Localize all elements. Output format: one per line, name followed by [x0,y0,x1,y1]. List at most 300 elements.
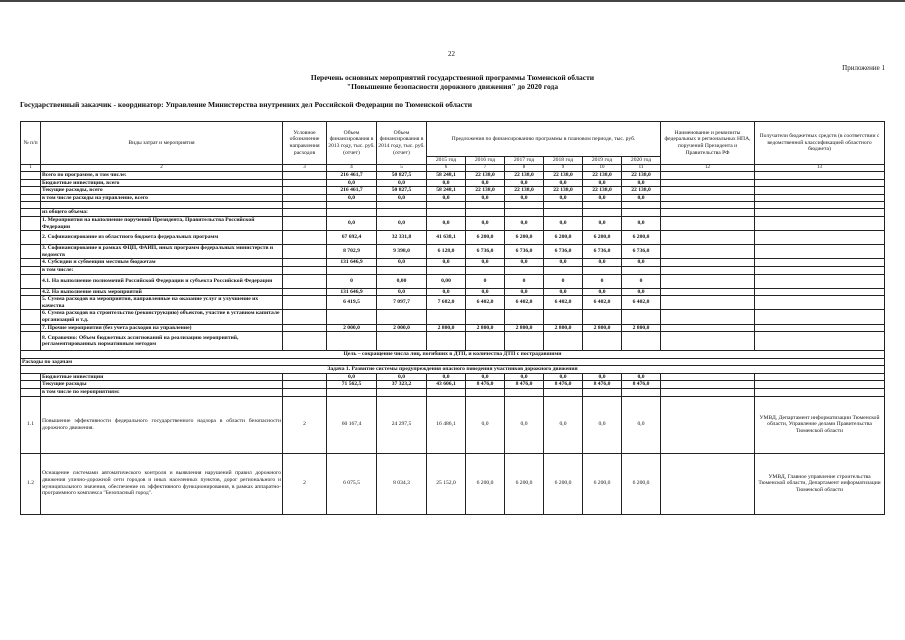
value-cell: 22 138,0 [622,172,661,180]
value-cell: 37 323,2 [377,381,427,389]
federal-cell [661,245,755,259]
row-label: 5. Сумма расходов на мероприятия, направленные на оказание услуг и улучшение их качества [41,296,283,310]
value-cell [505,389,544,397]
value-cell [377,266,427,274]
value-cell: 6 200,0 [505,453,544,514]
value-cell: 131 646,9 [327,259,377,267]
value-cell: 16 486,1 [427,396,466,453]
value-cell: 0,0 [427,288,466,296]
row-num-cell [21,381,41,389]
value-cell [583,310,622,324]
col-num: 10 [583,165,622,172]
row-cond-cell [283,187,327,195]
value-cell [505,332,544,351]
value-cell: 0 [622,274,661,288]
table-row [21,179,885,187]
header-vol2013: Объем финансирования в 2013 году, тыс. руб. (отчет) [327,122,377,165]
row-cond-cell [283,310,327,324]
value-cell [377,389,427,397]
value-cell: 6 736,0 [544,245,583,259]
document-title-line2: "Повышение безопасности дорожного движения" до 2020 года [346,82,559,91]
value-cell [377,202,427,209]
value-cell [622,332,661,351]
recipient-cell [755,209,885,217]
recipient-cell [755,231,885,245]
value-cell [427,209,466,217]
table-row [21,172,885,180]
value-cell: 0 [544,274,583,288]
row-cond-cell [283,231,327,245]
value-cell: 71 562,5 [327,381,377,389]
value-cell: 2 800,0 [505,324,544,332]
value-cell: 67 692,4 [327,231,377,245]
value-cell [622,209,661,217]
value-cell: 0,0 [377,194,427,202]
row-num-cell [21,194,41,202]
row-label [41,202,283,209]
value-cell [466,332,505,351]
value-cell: 0 [505,274,544,288]
value-cell [427,332,466,351]
measure-num: 1.1 [21,396,41,453]
measure-num: 1.2 [21,453,41,514]
value-cell: 0,0 [466,259,505,267]
value-cell: 8 476,0 [466,381,505,389]
value-cell: 6 419,5 [327,296,377,310]
row-cond-cell [283,324,327,332]
value-cell: 58 248,1 [427,172,466,180]
value-cell: 0,0 [544,396,583,453]
value-cell: 6 736,0 [466,245,505,259]
row-cond-cell [283,296,327,310]
row-label: 3. Софинансирование в рамках ФЦП, ФАИП, иных программ федеральных министерств и ведомств [41,245,283,259]
value-cell: 60 167,4 [327,396,377,453]
value-cell: 0,0 [505,216,544,230]
federal-cell [661,209,755,217]
value-cell: 0,0 [466,373,505,381]
goal-heading: Цель – сокращение числа лиц, погибших в ДТП, и количества ДТП с пострадавшими [21,351,885,359]
value-cell: 25 152,0 [427,453,466,514]
value-cell: 8 476,0 [505,381,544,389]
value-cell [544,266,583,274]
value-cell: 6 200,0 [622,231,661,245]
value-cell: 0,0 [622,216,661,230]
value-cell [583,202,622,209]
row-num-cell [21,332,41,351]
value-cell: 2 000,0 [377,324,427,332]
value-cell: 0,0 [505,179,544,187]
row-cond-cell [283,274,327,288]
row-label: Текущие расходы [41,381,283,389]
col-num: 4 [327,165,377,172]
value-cell: 6 200,0 [622,453,661,514]
row-cond-cell [283,259,327,267]
value-cell: 2 800,0 [583,324,622,332]
value-cell [327,202,377,209]
value-cell: 0,0 [377,259,427,267]
measure-cond: 2 [283,453,327,514]
header-year: 2018 год [544,157,583,165]
row-num-cell [21,245,41,259]
value-cell [427,389,466,397]
federal-cell [661,187,755,195]
header-year: 2020 год [622,157,661,165]
value-cell [583,389,622,397]
value-cell [544,202,583,209]
row-num-cell [21,266,41,274]
value-cell [505,266,544,274]
value-cell: 0,0 [427,194,466,202]
value-cell [544,310,583,324]
value-cell: 22 138,0 [544,187,583,195]
value-cell: 6 736,0 [622,245,661,259]
row-label: 8. Справочно: Объем бюджетных ассигнований на реализацию мероприятий, регламентированных нормативным методом [41,332,283,351]
row-num-cell [21,179,41,187]
recipient-cell [755,296,885,310]
header-cond: Условное обозначение направления расходов [283,122,327,165]
value-cell: 8 034,3 [377,453,427,514]
federal-cell [661,396,755,453]
recipient-cell [755,202,885,209]
value-cell [505,310,544,324]
table-row [21,389,885,397]
value-cell [544,389,583,397]
federal-cell [661,216,755,230]
row-num-cell [21,274,41,288]
value-cell: 0,0 [583,216,622,230]
value-cell [583,209,622,217]
value-cell: 0,00 [377,274,427,288]
value-cell: 2 800,0 [544,324,583,332]
header-federal: Наименование и реквизиты федеральных и региональных НПА, поручений Президента и Правительства РФ [661,122,755,165]
table-row [21,274,885,288]
row-num-cell [21,187,41,195]
row-label: 4. Субсидии и субвенции местным бюджетам [41,259,283,267]
header-year: 2016 год [466,157,505,165]
value-cell: 0,0 [427,259,466,267]
value-cell: 0,0 [544,288,583,296]
table-row [21,381,885,389]
row-num-cell [21,172,41,180]
row-label: Всего по программе, в том числе: [41,172,283,180]
value-cell: 0 [327,274,377,288]
federal-cell [661,296,755,310]
recipient-cell [755,216,885,230]
state-customer: Государственный заказчик - координатор: Управление Министерства внутренних дел Российской Федерации по Тюменской области [20,100,473,109]
row-num-cell [21,202,41,209]
recipient-cell [755,389,885,397]
federal-cell [661,259,755,267]
value-cell: 22 138,0 [583,172,622,180]
value-cell [427,310,466,324]
value-cell: 6 200,0 [544,453,583,514]
measure-name: Оснащение системами автоматического контроля и выявления нарушений правил дорожного движения улично-дорожной сети городов и иных населенных пунктов, дорог регионального и муниципального значения, обеспечение их эффективного функционирования, в рамках аппаратно-программного комплекса "Безопасный город". [41,453,283,514]
value-cell: 6 200,0 [583,453,622,514]
col-num: 8 [505,165,544,172]
recipient-cell [755,245,885,259]
table-row [21,332,885,351]
value-cell: 0,0 [622,373,661,381]
value-cell: 6 200,0 [505,231,544,245]
header-vol2014: Объем финансирования в 2014 году, тыс. руб. (отчет) [377,122,427,165]
federal-cell [661,310,755,324]
value-cell: 24 297,5 [377,396,427,453]
row-num-cell [21,209,41,217]
federal-cell [661,373,755,381]
document-title-line1: Перечень основных мероприятий государственной программы Тюменской области [310,73,595,82]
table-row [21,216,885,230]
row-num-cell [21,216,41,230]
row-num-cell [21,231,41,245]
value-cell [466,209,505,217]
value-cell: 0,0 [583,396,622,453]
value-cell [327,332,377,351]
program-table [20,121,885,515]
col-num: 13 [755,165,885,172]
federal-cell [661,274,755,288]
col-num: 5 [377,165,427,172]
federal-cell [661,172,755,180]
row-cond-cell [283,202,327,209]
value-cell: 0,0 [466,216,505,230]
value-cell: 22 138,0 [583,187,622,195]
value-cell: 0,0 [427,216,466,230]
row-cond-cell [283,389,327,397]
value-cell: 8 702,9 [327,245,377,259]
value-cell: 9 398,0 [377,245,427,259]
value-cell: 0,0 [505,194,544,202]
value-cell [377,209,427,217]
federal-cell [661,179,755,187]
value-cell: 2 800,0 [622,324,661,332]
value-cell [466,266,505,274]
value-cell: 6 128,0 [427,245,466,259]
row-cond-cell [283,194,327,202]
row-num-cell [21,324,41,332]
table-row [21,373,885,381]
value-cell: 22 138,0 [505,187,544,195]
col-num: 7 [466,165,505,172]
federal-cell [661,389,755,397]
value-cell: 0,0 [505,259,544,267]
col-num: 9 [544,165,583,172]
row-cond-cell [283,373,327,381]
row-label: Бюджетные инвестиции, всего [41,179,283,187]
value-cell: 0,0 [466,288,505,296]
value-cell [327,389,377,397]
value-cell [505,202,544,209]
value-cell: 0,0 [544,373,583,381]
value-cell: 0 [583,274,622,288]
value-cell [583,266,622,274]
value-cell [377,332,427,351]
federal-cell [661,288,755,296]
value-cell: 0,0 [327,194,377,202]
value-cell: 6 200,0 [466,231,505,245]
value-cell [327,310,377,324]
header-year: 2017 год [505,157,544,165]
col-num: 6 [427,165,466,172]
row-cond-cell [283,216,327,230]
value-cell: 0,0 [327,373,377,381]
value-cell: 6 200,0 [583,231,622,245]
value-cell: 0,0 [622,288,661,296]
table-row [21,259,885,267]
federal-cell [661,266,755,274]
row-num-cell [21,296,41,310]
federal-cell [661,332,755,351]
header-name: Виды затрат и мероприятия [41,122,283,165]
value-cell [427,266,466,274]
federal-cell [661,231,755,245]
value-cell: 2 800,0 [427,324,466,332]
value-cell: 0,0 [505,288,544,296]
value-cell: 0 [466,274,505,288]
measure-row [21,396,885,453]
value-cell: 8 476,0 [583,381,622,389]
col-num: 11 [622,165,661,172]
value-cell: 6 402,0 [544,296,583,310]
recipient-cell [755,187,885,195]
value-cell: 2 000,0 [327,324,377,332]
recipient-cell [755,266,885,274]
value-cell [583,332,622,351]
top-edge-line [0,0,905,2]
row-cond-cell [283,381,327,389]
row-label: Текущие расходы, всего [41,187,283,195]
value-cell [544,209,583,217]
row-cond-cell [283,172,327,180]
value-cell [466,310,505,324]
row-cond-cell [283,245,327,259]
value-cell: 6 402,0 [583,296,622,310]
row-label: 2. Софинансирование из областного бюджета федеральных программ [41,231,283,245]
recipient-cell [755,324,885,332]
value-cell [466,202,505,209]
recipient-cell [755,373,885,381]
measure-row [21,453,885,514]
value-cell: 0,0 [622,259,661,267]
value-cell: 2 800,0 [466,324,505,332]
value-cell: 0,0 [505,396,544,453]
row-cond-cell [283,266,327,274]
value-cell: 0,0 [622,396,661,453]
col-num: 12 [661,165,755,172]
value-cell: 22 138,0 [622,187,661,195]
value-cell [622,202,661,209]
row-num-cell [21,310,41,324]
value-cell [327,209,377,217]
row-cond-cell [283,179,327,187]
measure-name: Повышение эффективности федерального государственного надзора в области безопасности дорожного движения. [41,396,283,453]
value-cell: 0,0 [466,396,505,453]
table-row [21,209,885,217]
row-cond-cell [283,209,327,217]
value-cell: 0,0 [377,216,427,230]
header-year: 2015 год [427,157,466,165]
federal-cell [661,453,755,514]
value-cell: 43 606,1 [427,381,466,389]
row-cond-cell [283,288,327,296]
table-row [21,202,885,209]
recipient-cell [755,172,885,180]
value-cell: 0,0 [466,179,505,187]
value-cell: 0,0 [622,179,661,187]
header-year: 2019 год [583,157,622,165]
value-cell: 0,0 [377,179,427,187]
value-cell: 0,0 [327,179,377,187]
column-numbers-row [21,165,885,172]
value-cell: 22 138,0 [466,172,505,180]
value-cell: 0,0 [544,179,583,187]
value-cell: 6 200,0 [466,453,505,514]
table-row [21,187,885,195]
federal-cell [661,194,755,202]
row-num-cell [21,288,41,296]
value-cell: 58 248,1 [427,187,466,195]
federal-cell [661,324,755,332]
value-cell [327,266,377,274]
value-cell [466,389,505,397]
value-cell [622,389,661,397]
value-cell: 22 138,0 [544,172,583,180]
value-cell: 8 476,0 [544,381,583,389]
row-label: Бюджетные инвестиции [41,373,283,381]
col-num: 2 [41,165,283,172]
col-num: 3 [283,165,327,172]
federal-cell [661,381,755,389]
value-cell [377,310,427,324]
task1-heading: Задача 1. Развитие системы предупреждения опасного поведения участников дорожного движения [21,366,885,374]
value-cell: 32 331,8 [377,231,427,245]
header-recipients: Получатели бюджетных средств (в соответствии с ведомственной классификацией областного бюджета) [755,122,885,165]
recipient-cell [755,332,885,351]
recipient-cell [755,274,885,288]
value-cell [622,266,661,274]
header-row [21,122,885,157]
value-cell: 7 682,0 [427,296,466,310]
row-label: в том числе по мероприятиям: [41,389,283,397]
value-cell: 41 638,1 [427,231,466,245]
value-cell: 6 075,5 [327,453,377,514]
value-cell: 6 402,0 [505,296,544,310]
value-cell: 0,0 [327,216,377,230]
row-num-cell [21,259,41,267]
header-num: № п/п [21,122,41,165]
value-cell: 0,0 [583,259,622,267]
page-number: 22 [448,50,455,58]
recipient-cell [755,288,885,296]
col-num: 1 [21,165,41,172]
value-cell: 8 476,0 [622,381,661,389]
value-cell: 7 097,7 [377,296,427,310]
task1-heading-row [21,366,885,374]
tasks-expenses-heading-row [21,358,885,366]
value-cell: 131 646,9 [327,288,377,296]
measure-cond: 2 [283,396,327,453]
table-row [21,296,885,310]
value-cell: 0,0 [583,194,622,202]
value-cell [427,202,466,209]
row-label: 4.2. На выполнение иных мероприятий [41,288,283,296]
value-cell [505,209,544,217]
federal-cell [661,202,755,209]
value-cell: 6 402,0 [622,296,661,310]
row-num-cell [21,389,41,397]
table-row [21,231,885,245]
goal-heading-row [21,351,885,359]
recipient-cell [755,259,885,267]
